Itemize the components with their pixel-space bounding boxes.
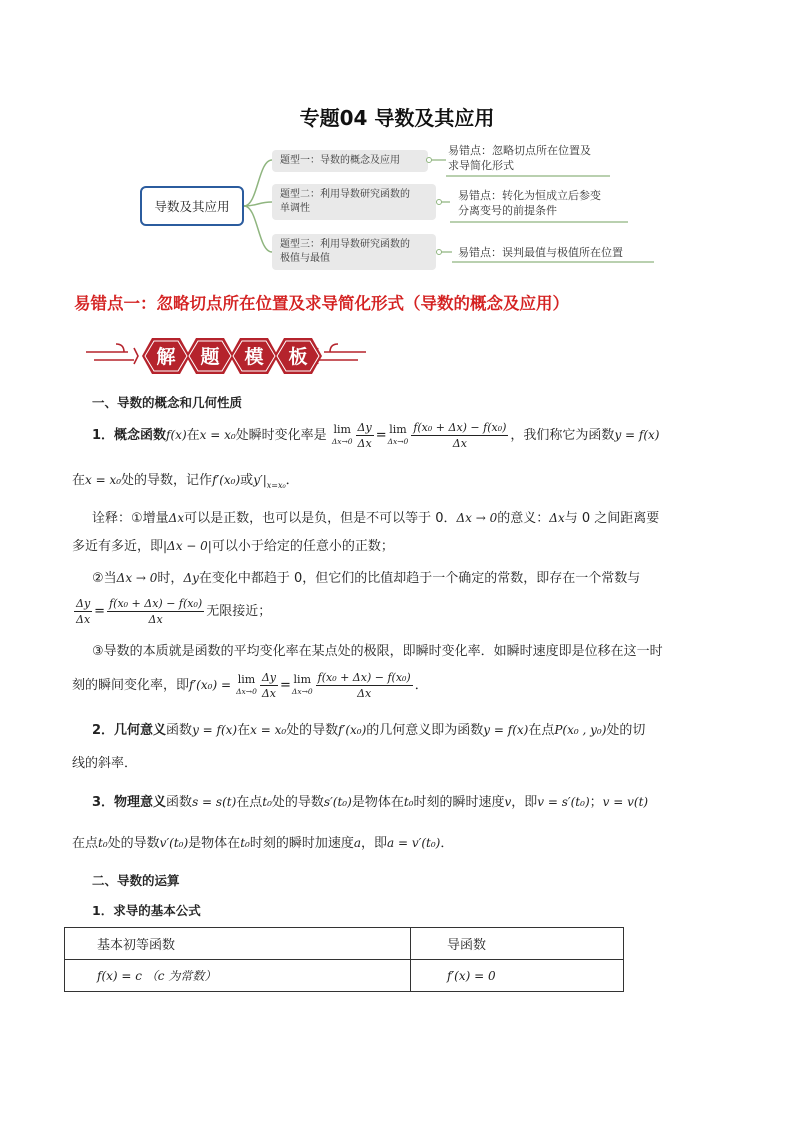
text: ． (285, 473, 299, 488)
item-1-line-1 (92, 420, 659, 451)
table-header-cell: 导函数 (411, 928, 624, 960)
abs-expr: |Δx − 0| (163, 539, 212, 553)
item-3-line-2 (72, 833, 453, 854)
lim-text: lim (333, 422, 351, 436)
lim-sub: Δx→0 (291, 686, 313, 696)
text: 处的切 (606, 723, 646, 738)
limit-symbol (388, 424, 409, 448)
text: 在 (72, 473, 86, 488)
fraction-difference-quotient (411, 420, 508, 451)
derivative-formula-table (64, 927, 624, 992)
text: 处瞬时变化率是 (235, 428, 327, 443)
text: 处的导数，记作 (121, 473, 213, 488)
mindmap-error-3-line-1: 易错点：误判最值与极值所在位置 (458, 246, 623, 259)
text: 可以小于给定的任意小的正数； (211, 539, 394, 554)
denominator: Δx (452, 437, 467, 450)
note-3-line-1 (92, 642, 663, 662)
v-eq-expr: v = s′(t₀) (537, 795, 590, 809)
item-2-line-1 (92, 720, 645, 741)
table-cell: f′(x) = 0 (411, 960, 624, 992)
text: 或 (240, 473, 254, 488)
yprime-expr: y′| (253, 473, 267, 487)
x0-expr: x = x₀ (250, 723, 287, 737)
text: ； (589, 795, 603, 810)
text: 无限接近； (206, 604, 272, 619)
yprime-sub: x=x₀ (266, 481, 286, 490)
banner-char-1: 解 (156, 346, 176, 368)
numerator: Δy (261, 671, 277, 684)
v-vt-expr: v = v(t) (602, 795, 649, 809)
text: 处的导数 (107, 836, 160, 851)
y-fx-expr: y = f(x) (192, 723, 238, 737)
note-2-line-2 (72, 596, 271, 627)
note-1-line-1 (92, 508, 659, 529)
denominator: Δx (357, 437, 372, 450)
fraction-difference-quotient (316, 670, 413, 701)
v-expr: v (504, 795, 512, 809)
lim-sub: Δx→0 (331, 436, 353, 446)
text: 在点 (236, 795, 263, 810)
note-3-line-2 (72, 670, 428, 701)
mindmap-branch-2 (272, 184, 436, 220)
text: 时， (157, 571, 184, 586)
table-header-cell: 基本初等函数 (65, 928, 411, 960)
table-cell: f(x) = c （c 为常数） (65, 960, 411, 992)
text: ，即 (511, 795, 538, 810)
numerator: f(x₀ + Δx) − f(x₀) (109, 597, 203, 610)
text: 函数 (166, 723, 193, 738)
a-eq-expr: a = v′(t₀) (387, 836, 441, 850)
text: 是物体在 (188, 836, 241, 851)
fraction-dy-dx (356, 420, 374, 451)
item-2-lead: 2．几何意义 (92, 723, 167, 738)
point-expr: P(x₀ , y₀) (554, 723, 607, 737)
section-2-heading: 二、导数的运算 (92, 873, 180, 888)
table-header-row (65, 928, 624, 960)
mindmap-branch-2-label-line-1: 题型二：利用导数研究函数的 (280, 189, 410, 200)
equals: = (280, 678, 291, 693)
item-3-lead: 3．物理意义 (92, 795, 167, 810)
lim-text: lim (237, 672, 256, 686)
table-row (65, 960, 624, 992)
mindmap-dot-2 (436, 199, 442, 205)
limit-symbol (236, 674, 257, 698)
text: 处的导数 (286, 723, 339, 738)
numerator: f(x₀ + Δx) − f(x₀) (317, 671, 411, 684)
fprime-expr: f′(x₀) = (189, 678, 231, 692)
numerator: Δy (76, 597, 91, 610)
text: 多近有多近，即 (72, 539, 164, 554)
text: 诠释：①增量 (92, 511, 169, 526)
mindmap-error-2-line-2: 分离变号的前提条件 (458, 204, 557, 217)
t0-expr: t₀ (262, 795, 272, 809)
denominator: Δx (261, 687, 276, 700)
banner-char-3: 模 (244, 346, 264, 368)
error-point-heading: 易错点一：忽略切点所在位置及求导简化形式（导数的概念及应用） (74, 294, 569, 313)
equals: = (375, 428, 387, 443)
fx-expr: f(x) (166, 428, 187, 442)
fraction-difference-quotient (107, 596, 204, 627)
mindmap-dot-1 (426, 157, 432, 163)
vprime-expr: v′(t₀) (159, 836, 189, 850)
text: 时刻的瞬时速度 (413, 795, 505, 810)
x0-expr: x = x₀ (85, 473, 122, 487)
text: 处的导数 (271, 795, 324, 810)
text: ，即 (361, 836, 388, 851)
a-expr: a (353, 836, 361, 850)
dx-to-zero-expr: Δx → 0 (456, 511, 498, 525)
note-2-line-1 (92, 568, 640, 589)
text: 与 0 之间距离要 (564, 511, 660, 526)
mindmap-error-1 (448, 143, 591, 173)
text: ． (414, 678, 428, 693)
lim-sub: Δx→0 (236, 686, 257, 696)
text: 的几何意义即为函数 (366, 723, 484, 738)
t0-expr: t₀ (240, 836, 250, 850)
lim-text: lim (389, 422, 407, 436)
mindmap-error-2-line-1: 易错点：转化为恒成立后参变 (458, 189, 601, 202)
t0-expr: t₀ (403, 795, 414, 809)
section-1-heading: 一、导数的概念和几何性质 (92, 395, 243, 410)
denominator: Δx (76, 613, 91, 626)
mindmap-root: 导数及其应用 (140, 186, 244, 226)
limit-symbol (332, 424, 353, 448)
dy-expr: Δy (183, 571, 199, 585)
mindmap-error-1-line-2: 求导简化形式 (448, 159, 514, 172)
lim-text: lim (293, 672, 311, 686)
dx-expr: Δx (549, 511, 565, 525)
y-fx-expr: y = f(x) (483, 723, 529, 737)
lim-sub: Δx→0 (387, 436, 409, 446)
text: 在点 (528, 723, 555, 738)
fprime-x0-expr: f′(x₀) (338, 723, 367, 737)
mindmap-branch-1-label: 题型一：导数的概念及应用 (280, 155, 400, 166)
sprime-expr: s′(t₀) (323, 795, 352, 809)
text: 函数 (166, 795, 193, 810)
item-1-line-2 (72, 470, 299, 496)
banner-char-4: 板 (288, 346, 308, 368)
numerator: Δy (357, 421, 372, 434)
fprime-x0-expr: f′(x₀) (212, 473, 241, 487)
page-title: 专题04 导数及其应用 (299, 106, 495, 130)
text: 时刻的瞬时加速度 (249, 836, 354, 851)
mindmap-error-3 (458, 245, 623, 260)
text: 的意义： (497, 511, 550, 526)
text: ②当 (92, 571, 117, 586)
limit-symbol (292, 674, 313, 698)
text: 线的斜率． (72, 756, 138, 771)
t0-expr: t₀ (98, 836, 108, 850)
fraction-dy-dx (260, 670, 278, 701)
mindmap-branch-3-label-line-2: 极值与最值 (280, 253, 330, 264)
equals: = (94, 604, 106, 619)
text: ③导数的本质就是函数的平均变化率在某点处的极限，即瞬时变化率．如瞬时速度即是位移在这一时 (92, 644, 663, 659)
denominator: Δx (357, 687, 372, 700)
banner-char-2: 题 (200, 346, 220, 368)
mindmap-error-2 (458, 188, 601, 218)
text: ，我们称它为函数 (510, 428, 615, 443)
item-1-lead: 1．概念函数 (92, 428, 167, 443)
text: 刻的瞬间变化率，即 (72, 678, 190, 693)
mindmap-branch-3 (272, 234, 436, 270)
section-2-sub: 1．求导的基本公式 (92, 903, 201, 918)
text: 是物体在 (351, 795, 404, 810)
item-2-line-2 (72, 754, 137, 774)
fraction-dy-dx (74, 596, 92, 627)
text: 在变化中都趋于 0，但它们的比值却趋于一个确定的常数，即存在一个常数与 (198, 571, 641, 586)
dx-to-zero-expr: Δx → 0 (116, 571, 158, 585)
s-st-expr: s = s(t) (192, 795, 237, 809)
mindmap-branch-2-label-line-2: 单调性 (280, 203, 310, 214)
text: 可以是正数，也可以是负，但是不可以等于 0． (184, 511, 457, 526)
mindmap-error-1-line-1: 易错点：忽略切点所在位置及 (448, 144, 591, 157)
mindmap-branch-3-label-line-1: 题型三：利用导数研究函数的 (280, 239, 410, 250)
denominator: Δx (148, 613, 163, 626)
note-1-line-2 (72, 536, 394, 557)
mindmap-dot-3 (436, 249, 442, 255)
item-3-line-1 (92, 792, 648, 813)
dx-expr: Δx (168, 511, 185, 525)
y-fx-expr: y = f(x) (614, 428, 660, 442)
text: ． (440, 836, 454, 851)
banner-decoration (76, 330, 376, 382)
mindmap-branch-1 (272, 150, 428, 172)
text: 在点 (72, 836, 99, 851)
text: 在 (186, 428, 200, 443)
numerator: f(x₀ + Δx) − f(x₀) (413, 421, 507, 434)
x0-expr: x = x₀ (199, 428, 236, 442)
text: 在 (237, 723, 251, 738)
